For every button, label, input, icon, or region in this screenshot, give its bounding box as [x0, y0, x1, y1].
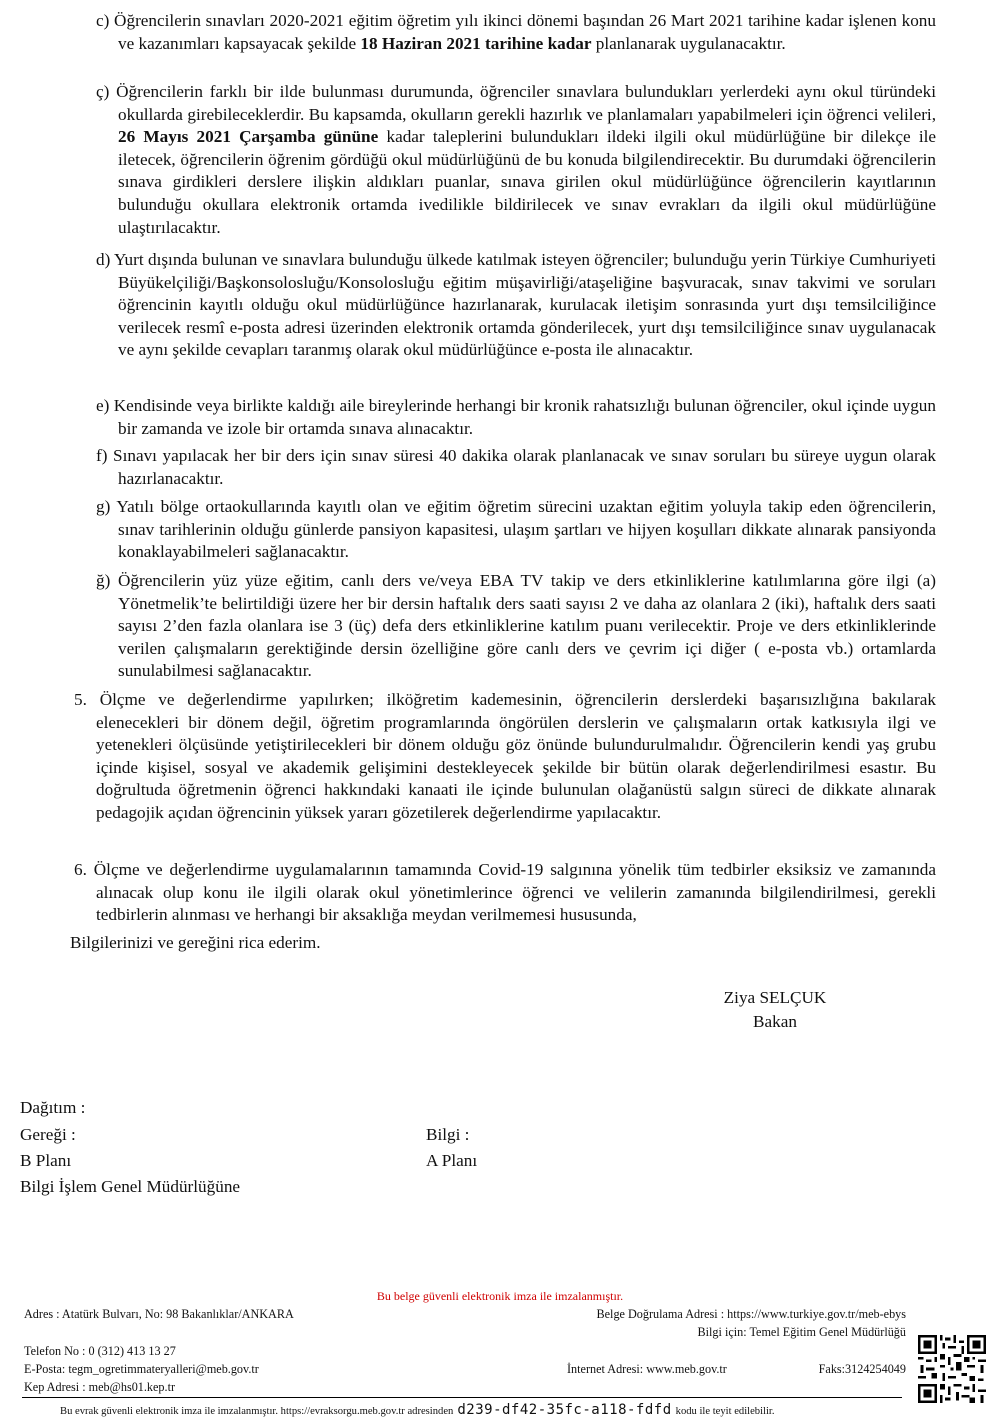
signer-title: Bakan	[753, 1012, 797, 1031]
footer-phone: Telefon No : 0 (312) 413 13 27	[24, 1344, 176, 1358]
paragraph-f: f) Sınavı yapılacak her bir ders için sınav süresi 40 dakika olarak planlanacak ve sınav soruları bu süreye uygun olarak hazırlanacaktır.	[96, 446, 936, 488]
distribution-bilgi-item: A Planı	[426, 1151, 478, 1170]
verification-code: d239-df42-35fc-a118-fdfd	[457, 1402, 672, 1418]
paragraph-c-text-end: planlanarak uygulanacaktır.	[591, 33, 786, 53]
paragraph-c-bold: 18 Haziran 2021 tarihine kadar	[360, 33, 592, 53]
paragraph-cc-bold: 26 Mayıs 2021 Çarşamba gününe	[118, 127, 379, 147]
paragraph-cc-text-end: kadar taleplerini bulundukları ildeki ilgili okul müdürlüğüne bir dilekçe ile iletecek, öğrencilerin öğrenim gördüğü okul müdürlüğünü de bu konuda bilgilendirecektir. Bu durumdaki öğrencilerin sınava girdikleri derslere ilişkin aldıkları puanlar, sınava girilen okul müdürlüğünce öğrencilerin kayıtlarının bulunduğu okullara elektronik ortamda ivedilikle bildirilecek ve sınav evrakları da ilgili okul müdürlüğüne ulaştırılacaktır.	[118, 127, 936, 237]
paragraph-g: g) Yatılı bölge ortaokullarında kayıtlı olan ve eğitim öğretim sürecini uzaktan eğitim yoluyla takip eden öğrencilerin, sınav tarihlerinin olduğu günlerde pansiyon kapasitesi, ulaşım şartları ve hijyen koşulları dikkate alınarak pansiyonda konaklayabilmeleri sağlanacaktır.	[96, 497, 936, 562]
footer-verify-address: Belge Doğrulama Adresi : https://www.turkiye.gov.tr/meb-ebys	[596, 1307, 906, 1321]
footer-email: E-Posta: tegm_ogretimmateryalleri@meb.gov.tr	[24, 1362, 259, 1376]
paragraph-gg: ğ) Öğrencilerin yüz yüze eğitim, canlı ders ve/veya EBA TV takip ve ders etkinliklerine katılımlarına göre ilgi (a) Yönetmelik’te belirtildiği üzere her bir dersin haftalık ders saati sayısı 2 ve daha az olanlara 2 (iki), haftalık ders saati sayısı 2’den fazla olanlara ise 3 (üç) defa ders etkinliklerine katılım puanı verilecektir. Proje ve ders etkinliklerinde verilen çalışmaların gerektiğinde dersin özelliğine göre canlı ders ve çevrim içi diğer ( e-posta vb.) ortamlarda sunulabilmesi sağlanacaktır.	[96, 571, 936, 681]
paragraph-e: e) Kendisinde veya birlikte kaldığı aile bireylerinde herhangi bir kronik rahatsızlığı bulunan öğrenciler, okul içinde uygun bir zamanda ve izole bir ortamda sınava alınacaktır.	[96, 396, 936, 438]
footer-address: Adres : Atatürk Bulvarı, No: 98 Bakanlıklar/ANKARA	[24, 1307, 294, 1321]
paragraph-c	[96, 10, 936, 55]
distribution-bilgi-label: Bilgi :	[426, 1125, 470, 1144]
distribution-gereg-item: Bilgi İşlem Genel Müdürlüğüne	[20, 1177, 241, 1196]
distribution-gereg-label: Gereği :	[20, 1125, 76, 1144]
distribution-heading: Dağıtım :	[20, 1098, 86, 1117]
paragraph-6: 6. Ölçme ve değerlendirme uygulamalarının tamamında Covid-19 salgınına yönelik tüm tedbirler eksiksiz ve zamanında alınacak olup konu ile ilgili olarak okul yönetimlerince öğrenci ve velilerin zamanında bilgilendirilmesi, gerekli tedbirlerin alınması ve herhangi bir aksaklığa meydan verilmemesi hususunda,	[74, 860, 936, 925]
footer-divider	[22, 1397, 902, 1398]
paragraph-5: 5. Ölçme ve değerlendirme yapılırken; ilköğretim kademesinin, öğrencilerin derslerdeki başarısızlığına bakılarak elenecekleri bir dönem değil, öğretim programlarında öngörülen derslerin ve çalışmaların ortak katkısıyla ilgi ve yetenekleri ölçüsünde yetiştirilecekleri bir dönem olduğu göz önünde bulundurulmalıdır. Öğrencilerin kendi yaş grubu içinde kişisel, sosyal ve akademik gelişimini destekleyecek şekilde bir bütün olarak değerlendirilmesi esastır. Bu doğrultuda öğretmenin öğrenci hakkındaki kanaati ile içinde bulunulan olağanüstü salgın süreci de dikkate alınarak pedagojik açıdan öğrencinin yüksek yararı gözetilerek değerlendirme yapılacaktır.	[74, 690, 936, 822]
signature-block	[700, 986, 850, 1034]
verification-line	[60, 1402, 940, 1420]
paragraph-cc-text: ç) Öğrencilerin farklı bir ilde bulunması durumunda, öğrenciler sınavlara bulundukları yerlerdeki aynı okul türündeki okullarda girebileceklerdir. Bu kapsamda, okulların gerekli hazırlık ve planlamaları yapabilmeleri için öğrenci velileri,	[96, 82, 936, 124]
footer-info: Bilgi için: Temel Eğitim Genel Müdürlüğü	[697, 1325, 906, 1339]
footer-web: İnternet Adresi: www.meb.gov.tr	[567, 1362, 727, 1376]
distribution-gereg-item: B Planı	[20, 1151, 72, 1170]
signer-name: Ziya SELÇUK	[723, 988, 827, 1007]
signed-notice: Bu belge güvenli elektronik imza ile imzalanmıştır.	[376, 1289, 624, 1303]
qr-code-icon	[918, 1335, 986, 1403]
paragraph-c-text: c) Öğrencilerin sınavları 2020-2021 eğitim öğretim yılı ikinci dönemi başından 26 Mart 2021 tarihine kadar işlenen konu ve kazanımları kapsayacak şekilde	[96, 11, 936, 53]
footer-fax: Faks:3124254049	[818, 1362, 906, 1376]
verification-text: Bu evrak güvenli elektronik imza ile imzalanmıştır. https://evraksorgu.meb.gov.tr adresinden	[60, 1406, 454, 1417]
closing-line: Bilgilerinizi ve gereğini rica ederim.	[70, 933, 321, 952]
paragraph-cc	[96, 81, 936, 239]
verification-text-end: kodu ile teyit edilebilir.	[675, 1406, 775, 1417]
paragraph-d: d) Yurt dışında bulunan ve sınavlara bulunduğu ülkede katılmak isteyen öğrenciler; bulunduğu yerin Türkiye Cumhuriyeti Büyükelçiliği/Başkonsolosluğu/Konsolosluğu eğitim müşavirliği/ataşeliğine başvuracak, sınav takvimi ve soruları öğrencinin kayıtlı olduğu okul müdürlüğünce hazırlanarak, kurulacak iletişim sonrasında yurt dışı temsilciliğince verilecek resmî e-posta adresi üzerinden elektronik ortamda gönderilecek, yurt dışı temsilciliğince sınav uygulanacak ve aynı şekilde cevapları taranmış olarak okul müdürlüğünce e-posta ile alınacaktır.	[96, 250, 936, 360]
footer-kep: Kep Adresi : meb@hs01.kep.tr	[24, 1380, 176, 1394]
